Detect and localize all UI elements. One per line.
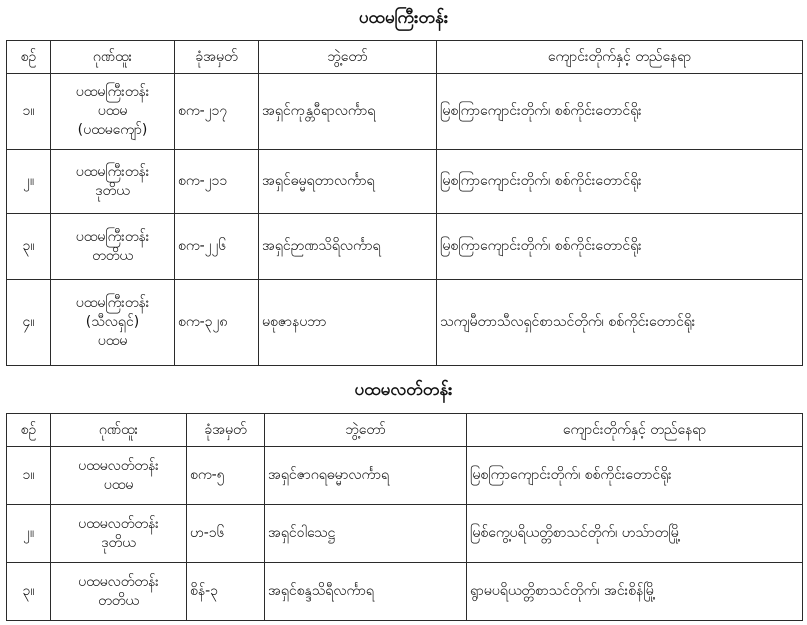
honor-line: (ပထမကျော်) (77, 122, 148, 138)
honor-line: ပထမလတ်တန်း (78, 515, 159, 532)
table1 (6, 40, 803, 366)
row-honor (51, 214, 175, 280)
honor-line: ပထမလတ်တန်း (78, 457, 159, 474)
header-monastery: ကျောင်းတိုက်နှင့် တည်နေရာ (467, 414, 803, 447)
header-honor: ဂုဏ်ထူး (51, 414, 187, 447)
row-seat: စက-၂၁၁ (175, 150, 259, 214)
row-seat: စက-၃၂၈ (175, 280, 259, 366)
honor-line: ပထမ (97, 103, 128, 119)
table1-title: ပထမကြီးတန်း (358, 8, 449, 28)
header-honor: ဂုဏ်ထူး (51, 41, 175, 74)
row-seat: ဟ-၁၆ (187, 505, 265, 563)
row-name: အရှင်ဓမ္မရတာလင်္ကာရ (259, 150, 437, 214)
row-monastery: မြစကြာကျောင်းတိုက်၊ စစ်ကိုင်းတောင်ရိုး (437, 74, 803, 150)
row-no: ၄။ (7, 280, 51, 366)
header-no: စဉ် (7, 414, 51, 447)
table-row (7, 280, 803, 366)
row-name: အရှင်စန္ဒသိရီလင်္ကာရ (265, 563, 467, 621)
table-row (7, 505, 803, 563)
row-no: ၃။ (7, 563, 51, 621)
row-honor (51, 563, 187, 621)
table-row (7, 214, 803, 280)
table2 (6, 413, 803, 621)
header-seat: ခုံအမှတ် (187, 414, 265, 447)
header-name: ဘွဲ့တော် (265, 414, 467, 447)
table1-header-row (7, 41, 803, 74)
honor-line: (သီလရှင်) (85, 314, 140, 330)
row-seat: စက-၂၂၆ (175, 214, 259, 280)
table2-header-row (7, 414, 803, 447)
row-honor (51, 447, 187, 505)
table-row (7, 447, 803, 505)
honor-line: ပထမကြီးတန်း (75, 228, 150, 245)
header-name: ဘွဲ့တော် (259, 41, 437, 74)
honor-line: ပထမကြီးတန်း (75, 84, 150, 100)
honor-line: ပထမ (97, 333, 128, 349)
honor-line: ပထမကြီးတန်း (75, 163, 150, 180)
table2-title: ပထမလတ်တန်း (354, 380, 453, 400)
row-honor (51, 505, 187, 563)
honor-line: တတိယ (92, 247, 133, 264)
honor-line: ပထမ (103, 476, 134, 493)
row-honor (51, 150, 175, 214)
row-honor (51, 74, 175, 150)
row-no: ၂။ (7, 505, 51, 563)
row-name: အရှင်ဉာဏသိရိလင်္ကာရ (259, 214, 437, 280)
row-seat: စက-၂၁၇ (175, 74, 259, 150)
header-seat: ခုံအမှတ် (175, 41, 259, 74)
honor-line: တတိယ (98, 592, 139, 609)
table-row (7, 74, 803, 150)
row-name: အရှင်ဇာဂရဓမ္မာလင်္ကာရ (265, 447, 467, 505)
row-monastery: မြစကြာကျောင်းတိုက်၊ စစ်ကိုင်းတောင်ရိုး (467, 447, 803, 505)
row-seat: စိန်-၃ (187, 563, 265, 621)
row-monastery: သကျမီတာသီလရှင်စာသင်တိုက်၊ စစ်ကိုင်းတောင်ရိုး (437, 280, 803, 366)
row-no: ၁။ (7, 447, 51, 505)
row-no: ၃။ (7, 214, 51, 280)
honor-line: ပထမကြီးတန်း (75, 295, 150, 311)
honor-line: ဒုတိယ (101, 534, 136, 551)
row-monastery: ရွာမပရိယတ္တိစာသင်တိုက်၊ အင်းစိန်မြို့ (467, 563, 803, 621)
row-seat: စက-၅ (187, 447, 265, 505)
row-name: မစုဇာနပဘာ (259, 280, 437, 366)
row-monastery: မြစကြာကျောင်းတိုက်၊ စစ်ကိုင်းတောင်ရိုး (437, 150, 803, 214)
honor-line: ဒုတိယ (95, 182, 130, 199)
table-row (7, 150, 803, 214)
row-no: ၂။ (7, 150, 51, 214)
header-no: စဉ် (7, 41, 51, 74)
header-monastery: ကျောင်းတိုက်နှင့် တည်နေရာ (437, 41, 803, 74)
row-monastery: မြစ်ကွေ့ပရိယတ္တိစာသင်တိုက်၊ ဟသ်ာတမြို့ (467, 505, 803, 563)
row-name: အရှင်ဝါသေဋ္ဌ (265, 505, 467, 563)
table-row (7, 563, 803, 621)
row-name: အရှင်ကုန္တဝီရာလင်္ကာရ (259, 74, 437, 150)
row-no: ၁။ (7, 74, 51, 150)
row-honor (51, 280, 175, 366)
honor-line: ပထမလတ်တန်း (78, 573, 159, 590)
row-monastery: မြစကြာကျောင်းတိုက်၊ စစ်ကိုင်းတောင်ရိုး (437, 214, 803, 280)
